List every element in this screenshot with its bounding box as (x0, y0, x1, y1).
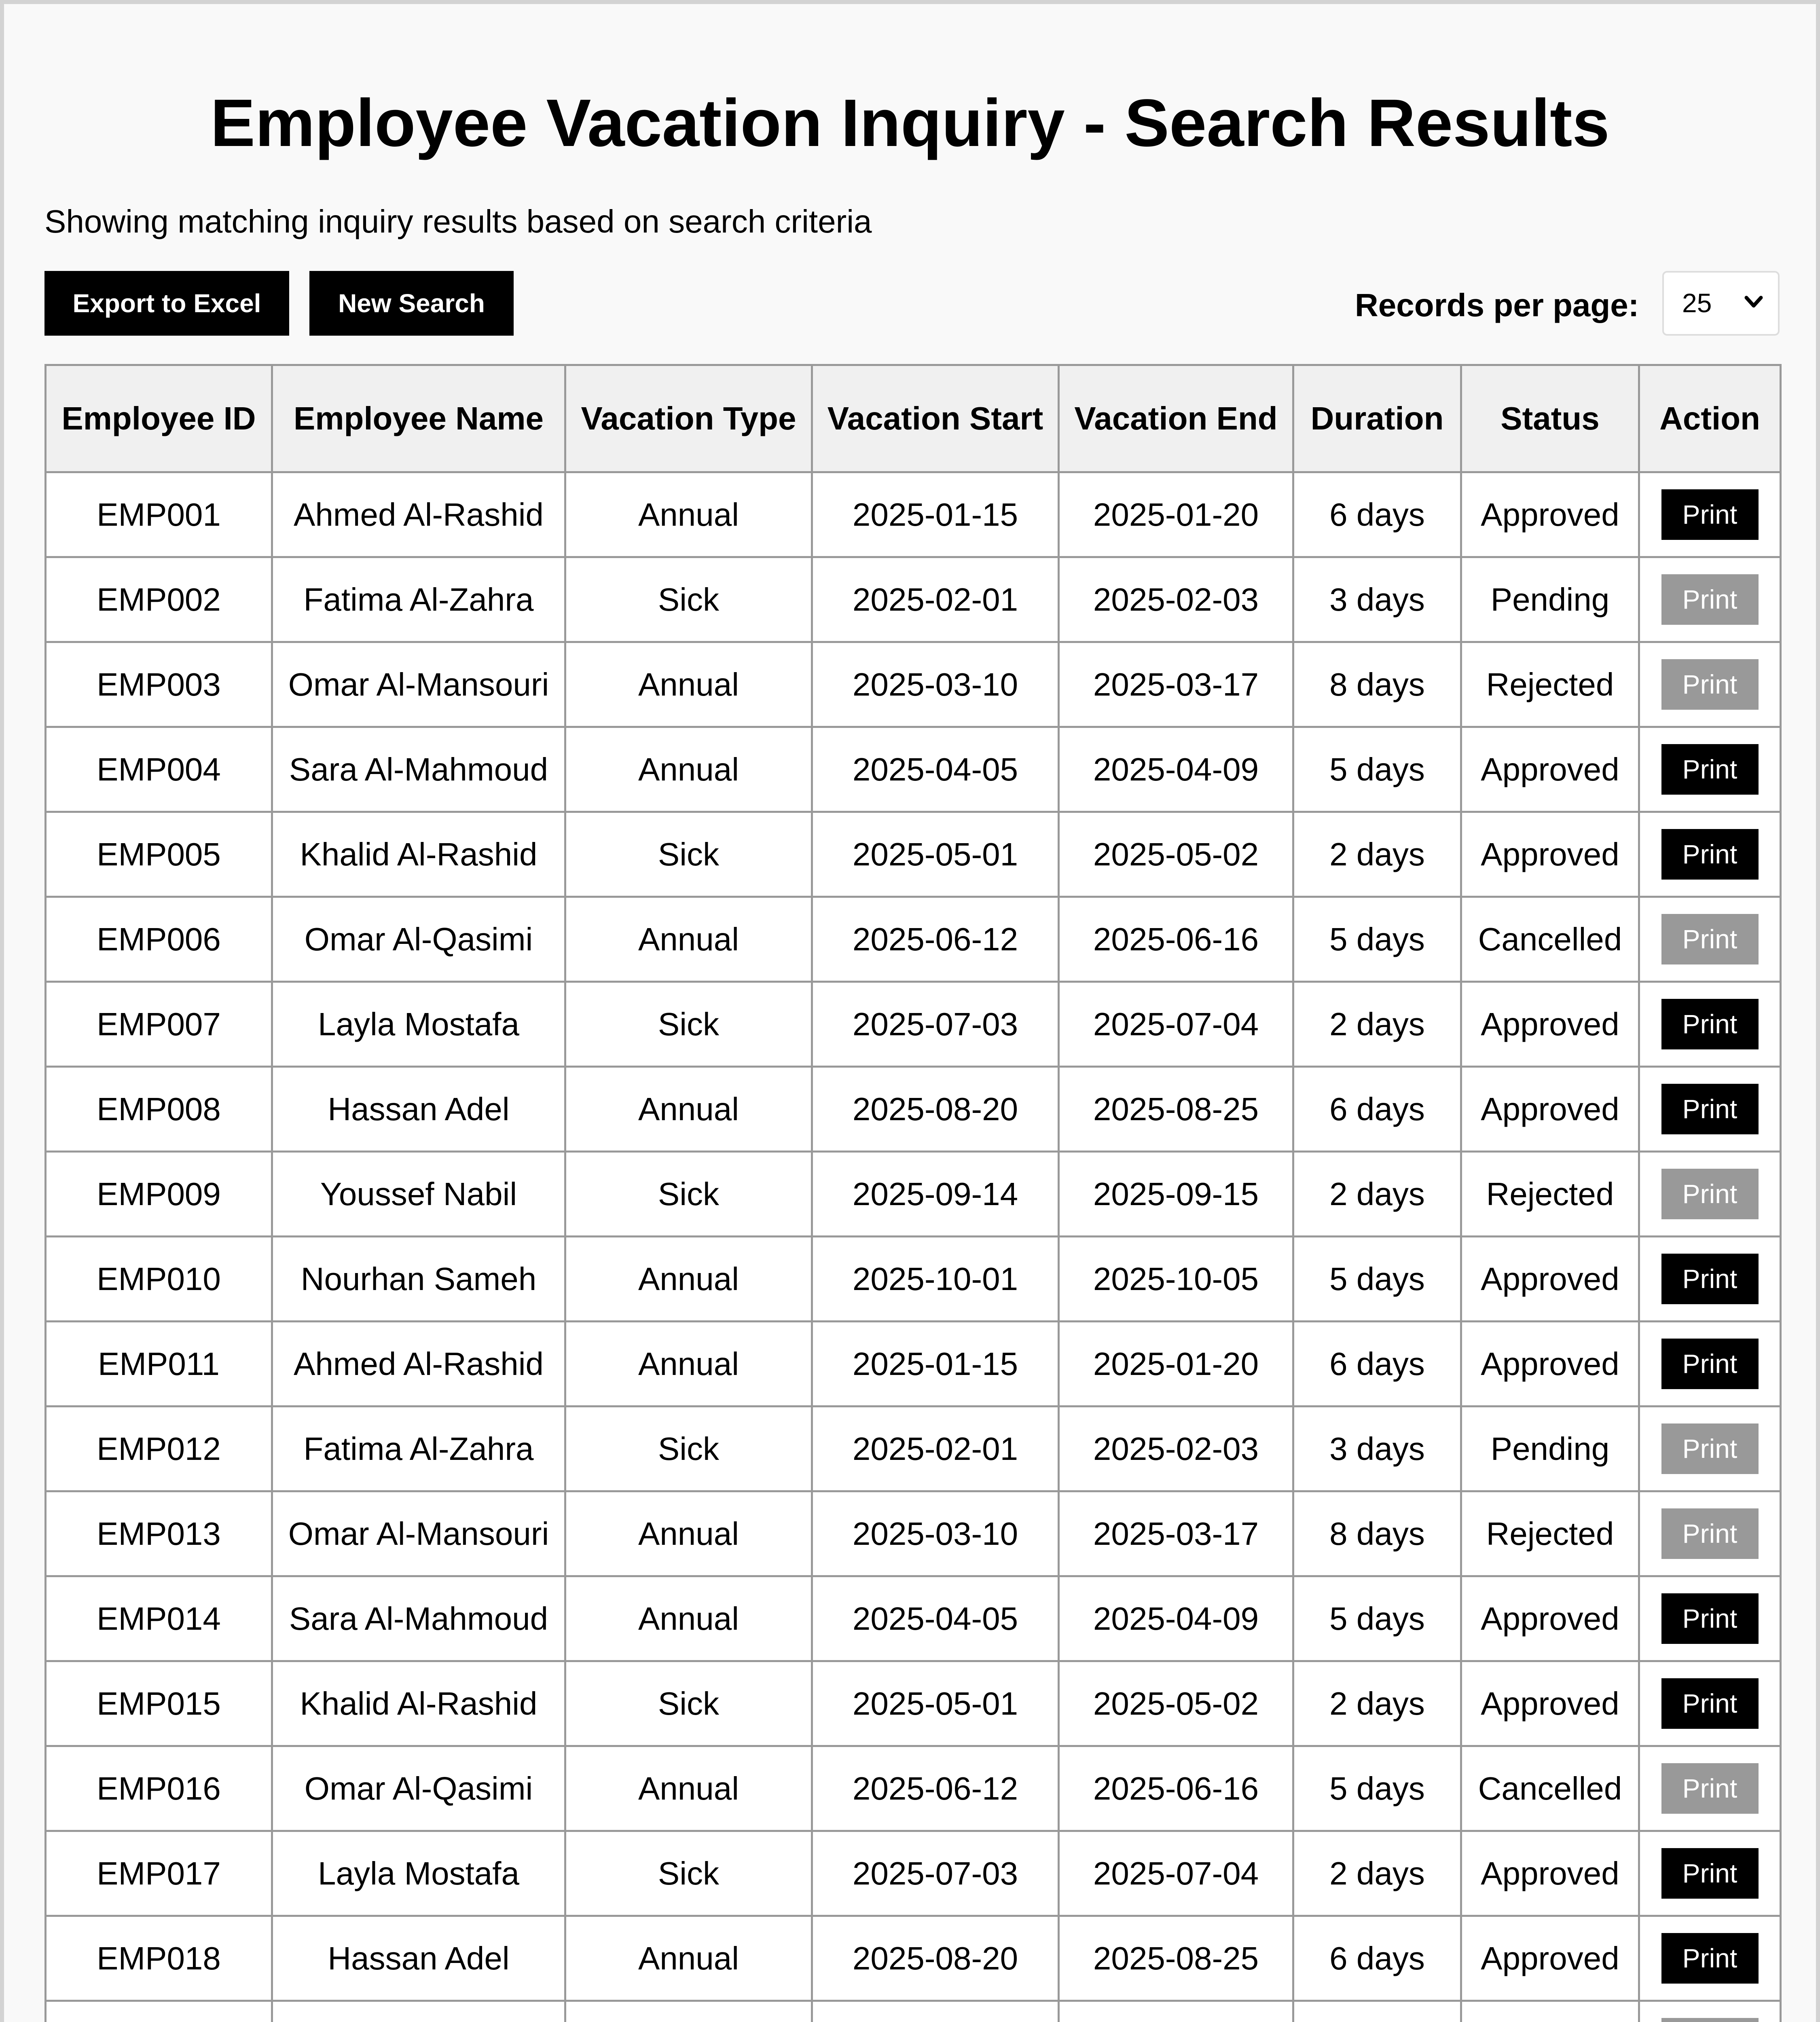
employee-name-cell (272, 2001, 565, 2022)
status-cell: Approved (1461, 982, 1639, 1067)
vacation-end-cell: 2025-09-15 (1059, 1152, 1293, 1237)
vacation-start-cell: 2025-02-01 (812, 1407, 1059, 1491)
duration-cell: 2 days (1293, 1152, 1461, 1237)
header-status: Status (1461, 365, 1639, 472)
vacation-type-cell: Annual (565, 1576, 812, 1661)
records-per-page-value: 25 (1682, 288, 1712, 318)
employee-name-cell: Layla Mostafa (272, 982, 565, 1067)
vacation-type-cell: Sick (565, 982, 812, 1067)
action-cell (1639, 1746, 1781, 1831)
vacation-start-cell: 2025-05-01 (812, 812, 1059, 897)
table-row (46, 982, 1781, 1067)
action-cell (1639, 1152, 1781, 1237)
table-row (46, 642, 1781, 727)
vacation-type-cell: Annual (565, 1746, 812, 1831)
table-row (46, 472, 1781, 557)
print-button: Print (1661, 1763, 1759, 1814)
print-button: Print (1661, 659, 1759, 710)
new-search-button[interactable]: New Search (309, 271, 514, 336)
employee-name-cell: Omar Al-Qasimi (272, 1746, 565, 1831)
action-cell (1639, 1067, 1781, 1152)
employee-id-cell: EMP009 (46, 1152, 272, 1237)
duration-cell (1293, 2001, 1461, 2022)
vacation-start-cell: 2025-07-03 (812, 1831, 1059, 1916)
vacation-end-cell: 2025-06-16 (1059, 897, 1293, 982)
status-cell: Approved (1461, 1661, 1639, 1746)
header-action: Action (1639, 365, 1781, 472)
status-cell: Cancelled (1461, 897, 1639, 982)
print-button[interactable]: Print (1661, 999, 1759, 1049)
status-cell: Approved (1461, 1831, 1639, 1916)
employee-name-cell: Youssef Nabil (272, 1152, 565, 1237)
status-cell: Approved (1461, 472, 1639, 557)
employee-name-cell: Khalid Al-Rashid (272, 812, 565, 897)
action-cell (1639, 727, 1781, 812)
print-button: Print (1661, 574, 1759, 625)
duration-cell: 2 days (1293, 1831, 1461, 1916)
vacation-end-cell: 2025-01-20 (1059, 472, 1293, 557)
chevron-down-icon (1742, 273, 1766, 333)
duration-cell: 2 days (1293, 812, 1461, 897)
employee-id-cell: EMP002 (46, 557, 272, 642)
results-table (44, 364, 1782, 2022)
employee-id-cell: EMP011 (46, 1322, 272, 1407)
employee-id-cell: EMP003 (46, 642, 272, 727)
employee-id-cell: EMP004 (46, 727, 272, 812)
vacation-start-cell: 2025-04-05 (812, 727, 1059, 812)
employee-id-cell: EMP013 (46, 1491, 272, 1576)
print-button: Print (1661, 1508, 1759, 1559)
print-button[interactable]: Print (1661, 744, 1759, 795)
duration-cell: 5 days (1293, 1576, 1461, 1661)
vacation-start-cell: 2025-03-10 (812, 642, 1059, 727)
table-row (46, 1152, 1781, 1237)
status-cell: Rejected (1461, 1152, 1639, 1237)
employee-id-cell: EMP018 (46, 1916, 272, 2001)
vacation-start-cell: 2025-01-15 (812, 472, 1059, 557)
duration-cell: 6 days (1293, 472, 1461, 557)
vacation-end-cell: 2025-05-02 (1059, 1661, 1293, 1746)
table-row (46, 1322, 1781, 1407)
records-per-page-select[interactable] (1662, 271, 1780, 336)
action-cell (1639, 642, 1781, 727)
status-cell: Pending (1461, 557, 1639, 642)
vacation-start-cell: 2025-08-20 (812, 1916, 1059, 2001)
print-button: Print (1661, 1169, 1759, 1219)
employee-name-cell: Nourhan Sameh (272, 1237, 565, 1322)
action-cell (1639, 1407, 1781, 1491)
action-cell (1639, 2001, 1781, 2022)
vacation-type-cell: Annual (565, 472, 812, 557)
status-cell: Approved (1461, 1067, 1639, 1152)
status-cell: Cancelled (1461, 1746, 1639, 1831)
print-button[interactable]: Print (1661, 829, 1759, 880)
employee-name-cell: Ahmed Al-Rashid (272, 1322, 565, 1407)
vacation-end-cell: 2025-05-02 (1059, 812, 1293, 897)
duration-cell: 8 days (1293, 642, 1461, 727)
print-button[interactable]: Print (1661, 1848, 1759, 1899)
duration-cell: 2 days (1293, 982, 1461, 1067)
vacation-type-cell: Sick (565, 1407, 812, 1491)
employee-name-cell: Hassan Adel (272, 1916, 565, 2001)
print-button[interactable]: Print (1661, 1254, 1759, 1304)
vacation-type-cell: Annual (565, 727, 812, 812)
vacation-end-cell: 2025-01-20 (1059, 1322, 1293, 1407)
status-cell: Approved (1461, 1916, 1639, 2001)
employee-id-cell: EMP014 (46, 1576, 272, 1661)
employee-name-cell: Ahmed Al-Rashid (272, 472, 565, 557)
vacation-start-cell: 2025-01-15 (812, 1322, 1059, 1407)
vacation-type-cell: Annual (565, 1067, 812, 1152)
vacation-start-cell: 2025-10-01 (812, 1237, 1059, 1322)
table-row (46, 1067, 1781, 1152)
print-button: Print (1661, 1423, 1759, 1474)
employee-id-cell: EMP001 (46, 472, 272, 557)
status-cell (1461, 2001, 1639, 2022)
employee-id-cell (46, 2001, 272, 2022)
header-employee-name: Employee Name (272, 365, 565, 472)
print-button (1661, 2018, 1759, 2022)
table-row (46, 812, 1781, 897)
table-row (46, 1491, 1781, 1576)
status-cell: Approved (1461, 1237, 1639, 1322)
duration-cell: 5 days (1293, 1746, 1461, 1831)
vacation-start-cell: 2025-04-05 (812, 1576, 1059, 1661)
vacation-end-cell: 2025-03-17 (1059, 642, 1293, 727)
vacation-type-cell: Sick (565, 557, 812, 642)
print-button[interactable]: Print (1661, 1933, 1759, 1984)
action-cell (1639, 1237, 1781, 1322)
employee-id-cell: EMP006 (46, 897, 272, 982)
vacation-start-cell: 2025-06-12 (812, 1746, 1059, 1831)
header-vacation-end: Vacation End (1059, 365, 1293, 472)
table-body (46, 472, 1781, 2022)
employee-id-cell: EMP015 (46, 1661, 272, 1746)
vacation-type-cell (565, 2001, 812, 2022)
employee-id-cell: EMP005 (46, 812, 272, 897)
status-cell: Approved (1461, 812, 1639, 897)
table-row (46, 897, 1781, 982)
vacation-end-cell: 2025-04-09 (1059, 1576, 1293, 1661)
employee-name-cell: Omar Al-Mansouri (272, 1491, 565, 1576)
vacation-start-cell: 2025-08-20 (812, 1067, 1059, 1152)
print-button[interactable]: Print (1661, 489, 1759, 540)
employee-name-cell: Khalid Al-Rashid (272, 1661, 565, 1746)
page-subtitle: Showing matching inquiry results based on search criteria (44, 203, 872, 239)
employee-id-cell: EMP007 (46, 982, 272, 1067)
records-per-page-label: Records per page: (1355, 287, 1639, 323)
vacation-type-cell: Sick (565, 1661, 812, 1746)
table-row (46, 557, 1781, 642)
duration-cell: 5 days (1293, 727, 1461, 812)
print-button[interactable]: Print (1661, 1678, 1759, 1729)
vacation-start-cell: 2025-05-01 (812, 1661, 1059, 1746)
vacation-type-cell: Annual (565, 642, 812, 727)
action-cell (1639, 1576, 1781, 1661)
duration-cell: 3 days (1293, 1407, 1461, 1491)
vacation-start-cell: 2025-09-14 (812, 1152, 1059, 1237)
vacation-type-cell: Annual (565, 897, 812, 982)
action-cell (1639, 472, 1781, 557)
table-row (46, 1916, 1781, 2001)
employee-id-cell: EMP017 (46, 1831, 272, 1916)
duration-cell: 5 days (1293, 1237, 1461, 1322)
header-vacation-start: Vacation Start (812, 365, 1059, 472)
vacation-end-cell: 2025-08-25 (1059, 1916, 1293, 2001)
table-row (46, 1407, 1781, 1491)
vacation-type-cell: Sick (565, 1152, 812, 1237)
vacation-type-cell: Annual (565, 1322, 812, 1407)
page-title: Employee Vacation Inquiry - Search Results (210, 86, 1610, 161)
employee-name-cell: Fatima Al-Zahra (272, 1407, 565, 1491)
vacation-type-cell: Sick (565, 1831, 812, 1916)
header-employee-id: Employee ID (46, 365, 272, 472)
duration-cell: 6 days (1293, 1322, 1461, 1407)
employee-id-cell: EMP016 (46, 1746, 272, 1831)
print-button[interactable]: Print (1661, 1084, 1759, 1134)
vacation-end-cell: 2025-10-05 (1059, 1237, 1293, 1322)
employee-id-cell: EMP008 (46, 1067, 272, 1152)
duration-cell: 8 days (1293, 1491, 1461, 1576)
employee-name-cell: Layla Mostafa (272, 1831, 565, 1916)
status-cell: Approved (1461, 1322, 1639, 1407)
employee-name-cell: Sara Al-Mahmoud (272, 727, 565, 812)
employee-name-cell: Omar Al-Mansouri (272, 642, 565, 727)
employee-name-cell: Hassan Adel (272, 1067, 565, 1152)
export-to-excel-button[interactable]: Export to Excel (44, 271, 289, 336)
employee-name-cell: Fatima Al-Zahra (272, 557, 565, 642)
action-cell (1639, 1831, 1781, 1916)
duration-cell: 5 days (1293, 897, 1461, 982)
page-container (4, 4, 1816, 2022)
vacation-end-cell: 2025-03-17 (1059, 1491, 1293, 1576)
table-row (46, 1746, 1781, 1831)
employee-name-cell: Sara Al-Mahmoud (272, 1576, 565, 1661)
vacation-end-cell: 2025-02-03 (1059, 557, 1293, 642)
vacation-type-cell: Sick (565, 812, 812, 897)
vacation-end-cell: 2025-07-04 (1059, 982, 1293, 1067)
vacation-end-cell: 2025-08-25 (1059, 1067, 1293, 1152)
status-cell: Rejected (1461, 1491, 1639, 1576)
vacation-end-cell: 2025-06-16 (1059, 1746, 1293, 1831)
action-cell (1639, 557, 1781, 642)
print-button: Print (1661, 914, 1759, 964)
vacation-end-cell: 2025-04-09 (1059, 727, 1293, 812)
action-cell (1639, 982, 1781, 1067)
duration-cell: 2 days (1293, 1661, 1461, 1746)
action-cell (1639, 1491, 1781, 1576)
print-button[interactable]: Print (1661, 1593, 1759, 1644)
table-row (46, 2001, 1781, 2022)
vacation-end-cell: 2025-02-03 (1059, 1407, 1293, 1491)
table-header-row (46, 365, 1781, 472)
vacation-start-cell: 2025-06-12 (812, 897, 1059, 982)
duration-cell: 3 days (1293, 557, 1461, 642)
employee-name-cell: Omar Al-Qasimi (272, 897, 565, 982)
duration-cell: 6 days (1293, 1916, 1461, 2001)
employee-id-cell: EMP012 (46, 1407, 272, 1491)
vacation-start-cell: 2025-03-10 (812, 1491, 1059, 1576)
vacation-start-cell (812, 2001, 1059, 2022)
vacation-type-cell: Annual (565, 1237, 812, 1322)
vacation-type-cell: Annual (565, 1491, 812, 1576)
header-vacation-type: Vacation Type (565, 365, 812, 472)
table-row (46, 1576, 1781, 1661)
duration-cell: 6 days (1293, 1067, 1461, 1152)
vacation-end-cell: 2025-07-04 (1059, 1831, 1293, 1916)
action-cell (1639, 812, 1781, 897)
header-duration: Duration (1293, 365, 1461, 472)
status-cell: Rejected (1461, 642, 1639, 727)
table-row (46, 727, 1781, 812)
status-cell: Approved (1461, 727, 1639, 812)
print-button[interactable]: Print (1661, 1339, 1759, 1389)
action-cell (1639, 1916, 1781, 2001)
employee-id-cell: EMP010 (46, 1237, 272, 1322)
vacation-end-cell (1059, 2001, 1293, 2022)
table-row (46, 1661, 1781, 1746)
action-cell (1639, 897, 1781, 982)
status-cell: Approved (1461, 1576, 1639, 1661)
vacation-start-cell: 2025-02-01 (812, 557, 1059, 642)
table-row (46, 1831, 1781, 1916)
vacation-start-cell: 2025-07-03 (812, 982, 1059, 1067)
table-row (46, 1237, 1781, 1322)
vacation-type-cell: Annual (565, 1916, 812, 2001)
action-cell (1639, 1322, 1781, 1407)
status-cell: Pending (1461, 1407, 1639, 1491)
action-cell (1639, 1661, 1781, 1746)
